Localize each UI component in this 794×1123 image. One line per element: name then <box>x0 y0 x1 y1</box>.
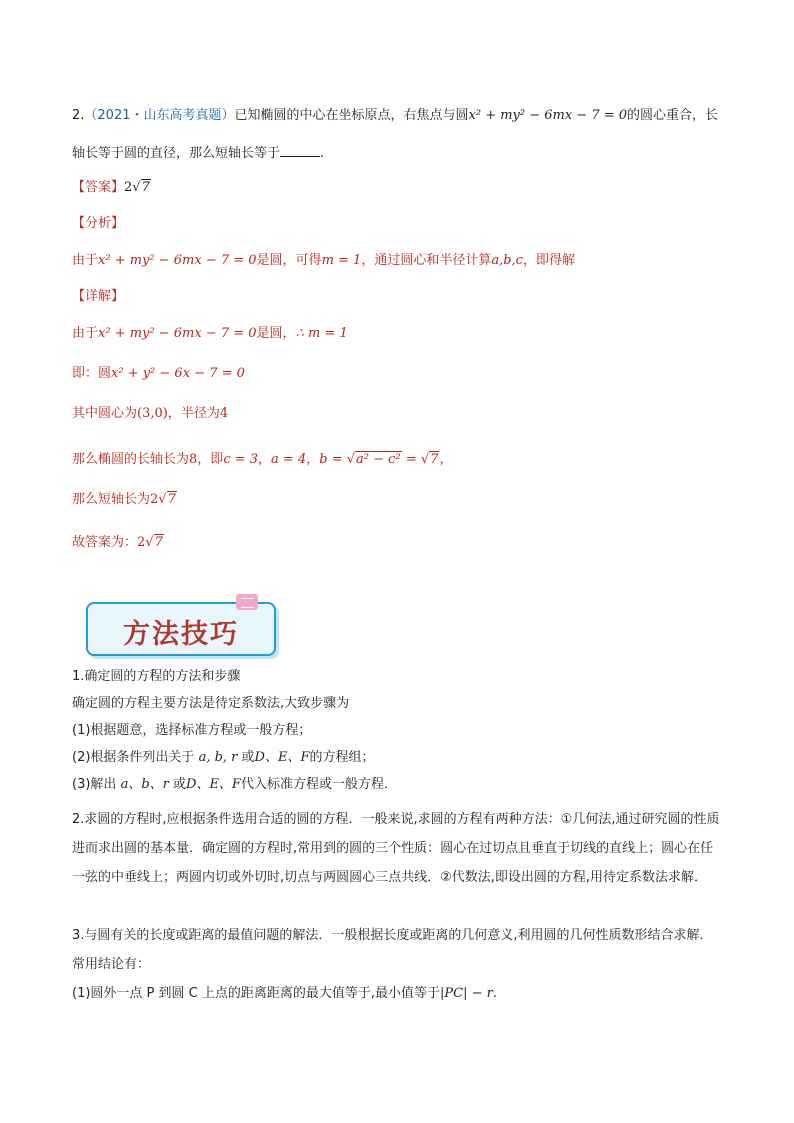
detail-l1-mid: 是圆， <box>256 326 296 341</box>
analysis-post: ，即得解 <box>522 253 575 268</box>
detail-l4-pre: 那么椭圆的长轴长为 <box>72 452 190 467</box>
detail-l4-radicand: a² − c² <box>356 452 401 467</box>
detail-l1-m: ∴ m = 1 <box>295 326 348 341</box>
detail-l5-radicand: 7 <box>167 492 176 507</box>
method-step-2 <box>72 748 375 768</box>
analysis-equation: x² + my² − 6mx − 7 = 0 <box>98 253 257 268</box>
detail-l4-eq2: = <box>405 452 417 467</box>
method-conclusion-1 <box>72 984 497 1004</box>
answer-label: 【答案】 <box>72 180 125 195</box>
method-c1-expr: |PC| − r <box>440 986 493 1001</box>
method-s2-mid: 或 <box>241 750 255 765</box>
detail-l3-mid: ，半径为 <box>167 406 220 421</box>
analysis-mid2: ，通过圆心和半径计算 <box>361 253 492 268</box>
detail-line-3 <box>72 404 228 424</box>
detail-l2-equation: x² + y² − 6x − 7 = 0 <box>111 366 245 381</box>
analysis-vars: a,b,c <box>491 253 523 268</box>
answer-blank <box>280 144 320 157</box>
detail-label: 【详解】 <box>72 289 125 304</box>
detail-l4-b: b = <box>319 452 343 467</box>
detail-line-6 <box>72 533 164 553</box>
detail-l6-pre: 故答案为： <box>72 535 138 550</box>
method-s3-pre: (3)解出 <box>72 777 117 792</box>
answer-value: 2√7 <box>124 180 150 195</box>
detail-line-5 <box>72 490 177 510</box>
method-heading-1: 1.确定圆的方程的方法和步骤 <box>72 669 241 684</box>
method-tips-title: 方法技巧 <box>123 619 239 650</box>
detail-line-1 <box>72 324 348 344</box>
method-s2-post: 的方程组； <box>309 750 375 765</box>
analysis-line <box>72 251 575 271</box>
detail-l3-center: (3,0) <box>137 406 168 421</box>
question-end: . <box>320 146 325 161</box>
detail-l4-sqrt1: √a² − c² <box>346 452 401 467</box>
question-source: （2021・山东高考真题） <box>84 108 235 123</box>
analysis-label: 【分析】 <box>72 216 125 231</box>
detail-l3-radius: 4 <box>219 406 229 421</box>
method-s2-vars: a, b, r <box>198 750 238 765</box>
question-text-a: 已知椭圆的中心在坐标原点，右焦点与圆 <box>234 108 469 123</box>
method-para-3: 3.与圆有关的长度或距离的最值问题的解法．一般根据长度或距离的几何意义,利用圆的几何性质数形结合求解．常用结论有： <box>72 928 713 972</box>
method-para-2: 2.求圆的方程时,应根据条件选用合适的圆的方程．一般来说,求圆的方程有两种方法：①几何法,通过研究圆的性质进而求出圆的基本量．确定圆的方程时,常用到的圆的三个性质：圆心在过切点且垂直于切线的直线上；圆心在任一弦的中垂线上；两圆内切或外切时,切点与两圆圆心三点共线．②代数法,即设出圆的方程,用待定系数法求解． <box>72 812 720 885</box>
answer-coef: 2 <box>124 180 133 195</box>
detail-line-2 <box>72 364 245 384</box>
question-equation: x² + my² − 6mx − 7 = 0 <box>468 108 628 123</box>
detail-l6-value: 2√7 <box>137 535 163 550</box>
detail-l2-pre: 即：圆 <box>72 366 112 381</box>
detail-l4-end: ， <box>439 452 453 467</box>
detail-l6-coef: 2 <box>137 535 146 550</box>
detail-l5-coef: 2 <box>150 492 159 507</box>
question-line-2-text: 轴长等于圆的直径，那么短轴长等于 <box>72 146 281 161</box>
method-s2-vars2: D、E、F <box>254 750 310 765</box>
analysis-pre: 由于 <box>72 253 99 268</box>
detail-l5-value: 2√7 <box>150 492 176 507</box>
method-s2-pre: (2)根据条件列出关于 <box>72 750 195 765</box>
method-step-1: (1)根据题意，选择标准方程或一般方程； <box>72 723 312 738</box>
detail-l4-radicand2: 7 <box>430 452 439 467</box>
analysis-m-value: m = 1 <box>321 253 362 268</box>
detail-l4-length: 8 <box>189 452 198 467</box>
answer-line <box>72 178 151 198</box>
method-s3-vars2: D、E、F <box>186 777 241 792</box>
question-text-b: 的圆心重合，长 <box>627 108 719 123</box>
paper-clip-icon <box>236 594 258 610</box>
detail-l4-c: c = 3 <box>223 452 259 467</box>
answer-radicand: 7 <box>141 180 150 195</box>
question-number: 2. <box>72 108 85 123</box>
detail-l4-mid: ，即 <box>197 452 224 467</box>
detail-l4-a: a = 4 <box>271 452 307 467</box>
detail-l3-pre: 其中圆心为 <box>72 406 138 421</box>
method-s3-post: 代入标准方程或一般方程． <box>240 777 397 792</box>
method-c1-end: . <box>492 986 497 1001</box>
method-tips-badge <box>86 602 276 656</box>
detail-line-4 <box>72 450 452 470</box>
method-c1-pre: (1)圆外一点 P 到圆 C 上点的距离距离的最大值等于,最小值等于 <box>72 986 440 1001</box>
method-para-1: 确定圆的方程主要方法是待定系数法,大致步骤为 <box>72 696 350 711</box>
question-line-2 <box>72 144 324 164</box>
question-line-1 <box>72 106 718 126</box>
detail-l1-pre: 由于 <box>72 326 99 341</box>
detail-l4-sep: ， <box>258 452 272 467</box>
method-s3-vars: a、b、r <box>120 777 169 792</box>
detail-l1-equation: x² + my² − 6mx − 7 = 0 <box>98 326 257 341</box>
detail-l4-sep2: ， <box>306 452 320 467</box>
detail-l5-pre: 那么短轴长为 <box>72 492 151 507</box>
method-step-3 <box>72 775 397 795</box>
detail-l6-radicand: 7 <box>154 535 163 550</box>
method-s3-mid: 或 <box>173 777 187 792</box>
analysis-mid: 是圆，可得 <box>256 253 322 268</box>
detail-l4-sqrt2: √7 <box>420 452 439 467</box>
